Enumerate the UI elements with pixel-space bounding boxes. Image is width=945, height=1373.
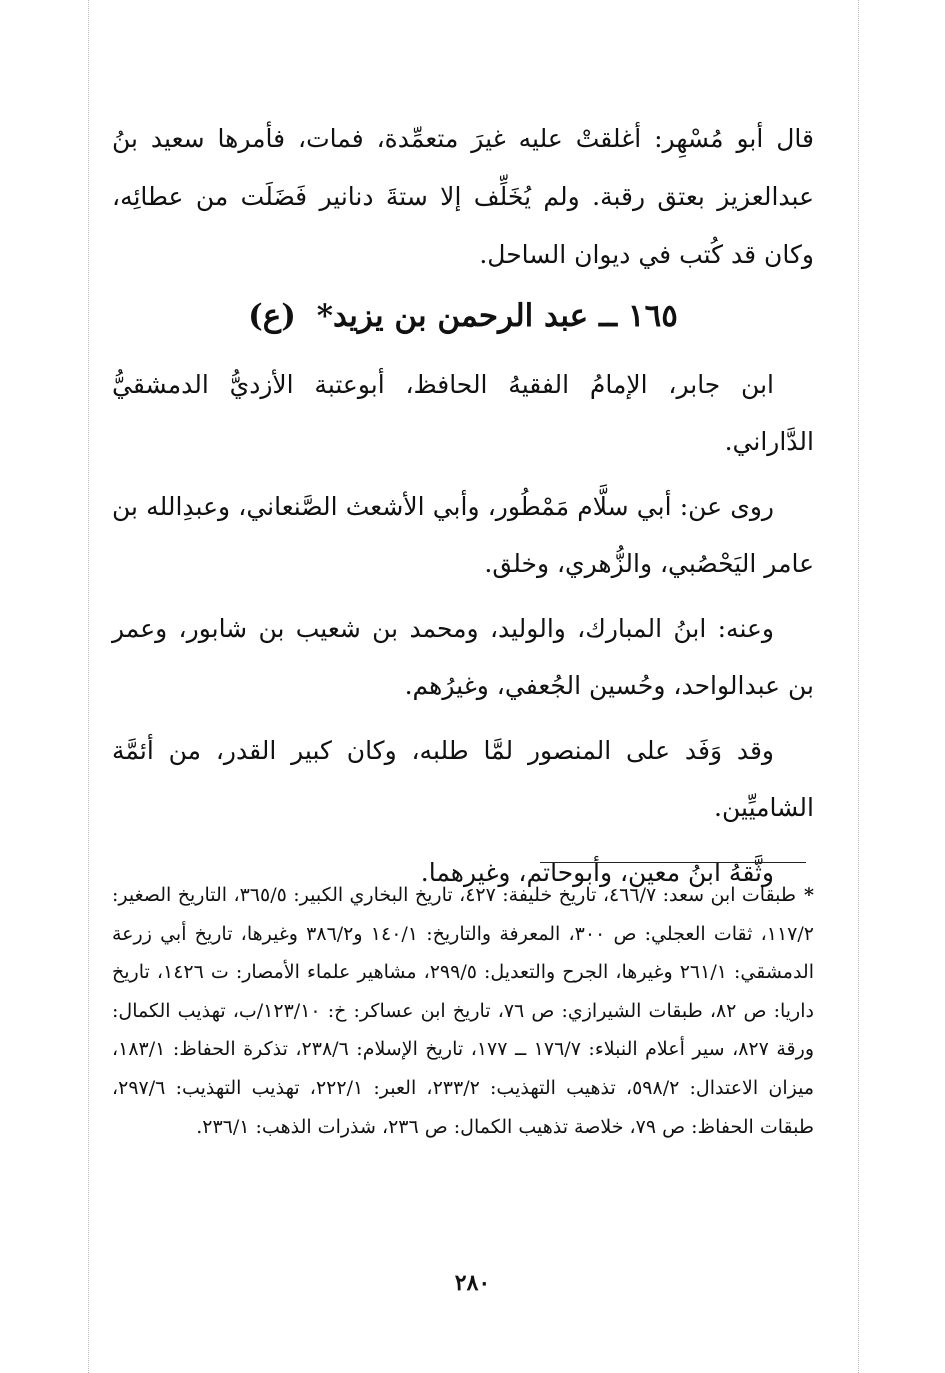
page-number: ٢٨٠	[454, 1270, 491, 1296]
entry-heading	[112, 294, 814, 338]
page-body	[112, 110, 814, 909]
entry-symbol: (ع)	[248, 298, 296, 334]
paragraph-trust: وثَّقهُ ابنُ معين، وأبوحاتم، وغيرهما.	[420, 858, 774, 887]
footnote-divider	[540, 862, 806, 863]
footnote-marker: *	[804, 884, 814, 906]
left-scan-border	[88, 0, 89, 1373]
right-scan-border	[858, 0, 859, 1373]
entry-title: ١٦٥ ــ عبد الرحمن بن يزيد*	[316, 298, 678, 334]
paragraph-narrated-from: روى عن: أبي سلَّام مَمْطُور، وأبي الأشعث الصَّنعاني، وعبدِالله بن عامر اليَحْصُبي، والزُّهري، وخلق.	[112, 492, 814, 578]
paragraph-narrated-by: وعنه: ابنُ المبارك، والوليد، ومحمد بن شعيب بن شابور، وعمر بن عبدالواحد، وحُسين الجُعفي، وغيرُهم.	[112, 614, 814, 700]
paragraph-lineage: ابن جابر، الإمامُ الفقيهُ الحافظ، أبوعتبة الأزديُّ الدمشقيُّ الدَّاراني.	[112, 370, 814, 456]
footnote	[112, 876, 814, 1146]
footnote-text: طبقات ابن سعد: ٤٦٦/٧، تاريخ خليفة: ٤٢٧، تاريخ البخاري الكبير: ٣٦٥/٥، التاريخ الصغير: ١١٧/٢، ثقات العجلي: ص ٣٠٠، المعرفة والتاريخ: ١٤٠/١ و٣٨٦/٢ وغيرها، تاريخ أبي زرعة الدمشقي: ٢٦١/١ وغيرها، الجرح والتعديل: ٢٩٩/٥، مشاهير علماء الأمصار: ت ١٤٢٦، تاريخ داريا: ص ٨٢، طبقات الشيرازي: ص ٧٦، تاريخ ابن عساكر: خ: ١٢٣/١٠/ب، تهذيب الكمال: ورقة ٨٢٧، سير أعلام النبلاء: ١٧٦/٧ ــ ١٧٧، تاريخ الإسلام: ٢٣٨/٦، تذكرة الحفاظ: ١٨٣/١، ميزان الاعتدال: ٥٩٨/٢، تذهيب التهذيب: ٢٣٣/٢، العبر: ٢٢٢/١، تهذيب التهذيب: ٢٩٧/٦، طبقات الحفاظ: ص ٧٩، خلاصة تذهيب الكمال: ص ٢٣٦، شذرات الذهب: ٢٣٦/١.	[112, 884, 815, 1138]
paragraph-visit: وقد وَفَد على المنصور لمَّا طلبه، وكان كبير القدر، من أئمَّة الشاميِّين.	[112, 736, 814, 822]
intro-paragraph: قال أبو مُسْهِر: أغلقتْ عليه غيرَ متعمِّدة، فمات، فأمرها سعيد بنُ عبدالعزيز بعتق رقبة. ولم يُخَلِّف إلا ستةَ دنانير فَضَلَت من عطائِه، وكان قد كُتب في ديوان الساحل.	[112, 124, 814, 269]
